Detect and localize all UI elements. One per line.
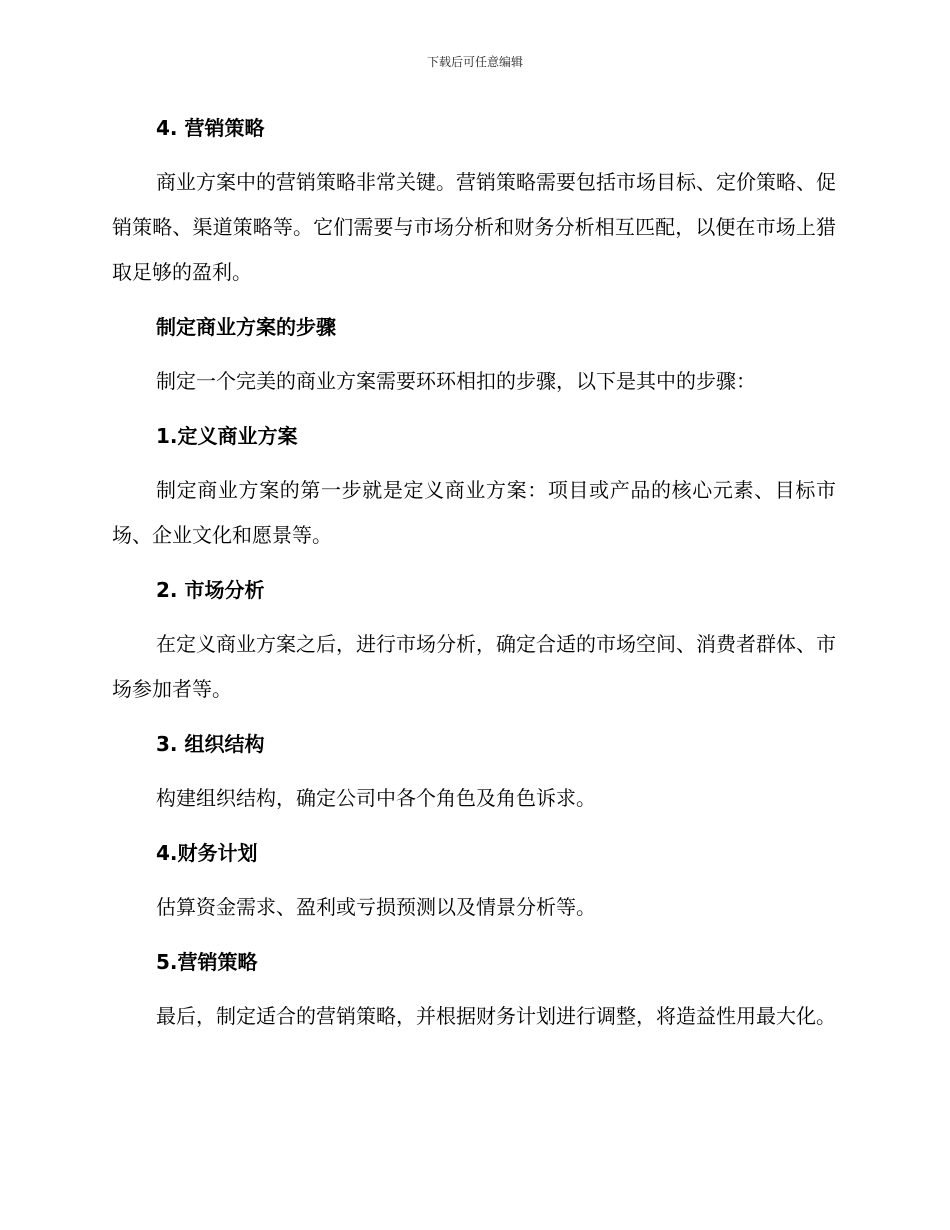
section-body-step5: 最后，制定适合的营销策略，并根据财务计划进行调整，将造益性用最大化。 bbox=[156, 1004, 836, 1028]
section-body-step1: 制定商业方案的第一步就是定义商业方案：项目或产品的核心元素、目标市场、企业文化和愿景等。 bbox=[112, 478, 836, 547]
section-heading-marketing-strategy: 4. 营销策略 bbox=[156, 116, 265, 140]
section-body-step2: 在定义商业方案之后，进行市场分析，确定合适的市场空间、消费者群体、市场参加者等。 bbox=[112, 632, 836, 701]
page-header: 下载后可任意编辑 bbox=[426, 55, 523, 69]
section-heading-step2: 2. 市场分析 bbox=[156, 578, 265, 602]
section-body-steps: 制定一个完美的商业方案需要环环相扣的步骤，以下是其中的步骤： bbox=[156, 369, 756, 393]
section-heading-step5: 5.营销策略 bbox=[156, 950, 258, 974]
section-body-step3: 构建组织结构，确定公司中各个角色及角色诉求。 bbox=[156, 786, 596, 810]
section-heading-step4: 4.财务计划 bbox=[156, 841, 258, 865]
section-heading-steps: 制定商业方案的步骤 bbox=[156, 315, 336, 339]
document-body bbox=[112, 111, 836, 1039]
section-body-step4: 估算资金需求、盈利或亏损预测以及情景分析等。 bbox=[156, 895, 596, 919]
section-heading-step1: 1.定义商业方案 bbox=[156, 424, 298, 448]
section-heading-step3: 3. 组织结构 bbox=[156, 732, 265, 756]
section-body-marketing-strategy: 商业方案中的营销策略非常关键。营销策略需要包括市场目标、定价策略、促销策略、渠道策略等。它们需要与市场分析和财务分析相互匹配，以便在市场上猎取足够的盈利。 bbox=[112, 170, 836, 284]
